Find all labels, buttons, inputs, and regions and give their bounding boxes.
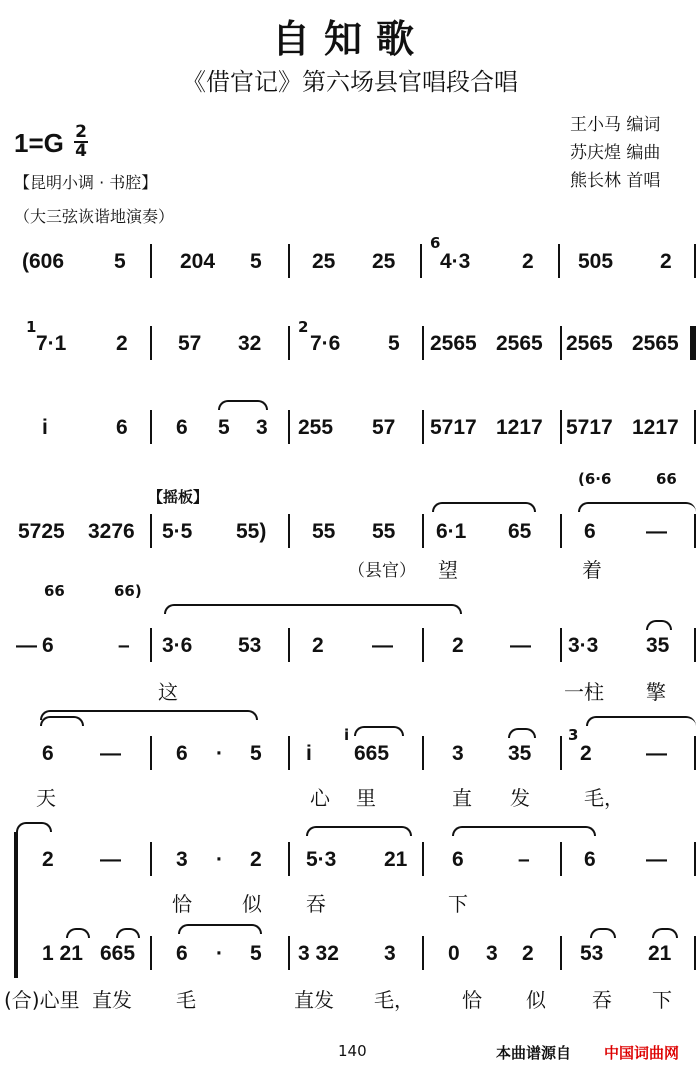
- note: 3: [486, 942, 498, 965]
- score-row-7: [0, 820, 700, 916]
- note: i: [42, 416, 48, 439]
- note: 1217: [632, 416, 679, 439]
- credit-singer: 熊长林 首唱: [570, 171, 661, 191]
- note: 5·5: [162, 520, 193, 543]
- note: ·: [216, 942, 223, 965]
- note: 204: [180, 250, 216, 273]
- note: 3·3: [568, 634, 599, 657]
- lyric: 里: [356, 786, 376, 810]
- score-row-1: [0, 234, 700, 320]
- lyric: 直发: [92, 988, 132, 1012]
- note: 2: [522, 942, 534, 965]
- instrumental-notes: 66: [656, 470, 677, 488]
- lyric: 似: [242, 892, 262, 916]
- lyric: 着: [582, 558, 602, 582]
- note: 2: [660, 250, 672, 273]
- instrumental-notes: (6·6: [578, 470, 612, 488]
- note: 5: [250, 742, 262, 765]
- grace-note: 2: [298, 318, 309, 336]
- note: 6: [584, 848, 596, 871]
- lyric: 一柱: [564, 680, 604, 704]
- lyric: (合)心里: [4, 988, 80, 1012]
- note: 5: [250, 942, 262, 965]
- note: (606: [22, 250, 65, 273]
- note: 6: [176, 416, 188, 439]
- note: 7·1: [36, 332, 67, 355]
- lyric: 直: [452, 786, 472, 810]
- time-signature-bottom: 4: [75, 141, 87, 161]
- note: 2565: [566, 332, 613, 355]
- note: 6: [176, 742, 188, 765]
- note: 5725: [18, 520, 65, 543]
- note: 25: [372, 250, 396, 273]
- note: 2: [452, 634, 464, 657]
- credit-lyricist: 王小马 编词: [570, 115, 661, 135]
- note: –: [518, 848, 530, 871]
- note: —: [646, 520, 667, 543]
- song-subtitle: 《借官记》第六场县官唱段合唱: [182, 68, 518, 96]
- note: 35: [508, 742, 532, 765]
- note: 2: [42, 848, 54, 871]
- lyric: 毛，: [374, 988, 414, 1012]
- note: 55: [372, 520, 396, 543]
- time-signature-top: 2: [75, 122, 87, 142]
- lyric: 吞: [592, 988, 612, 1012]
- lyric: 直发: [294, 988, 334, 1012]
- lyric: 毛: [176, 988, 196, 1012]
- note: 5·3: [306, 848, 337, 871]
- note: 505: [578, 250, 614, 273]
- note: 6: [176, 942, 188, 965]
- note: ·: [216, 848, 223, 871]
- note: 2565: [632, 332, 679, 355]
- note: 5717: [566, 416, 613, 439]
- source-site-link[interactable]: 中国词曲网: [604, 1044, 680, 1062]
- note: 3: [384, 942, 396, 965]
- lyric: 发: [510, 786, 530, 810]
- note: —: [100, 848, 121, 871]
- lyric: 恰: [462, 988, 482, 1012]
- page-number: 140: [338, 1042, 367, 1060]
- note: 2: [250, 848, 262, 871]
- lyric: 望: [438, 558, 458, 582]
- score-row-4: [0, 470, 700, 582]
- note: —: [372, 634, 393, 657]
- note: 21: [648, 942, 672, 965]
- note: 57: [178, 332, 202, 355]
- note: 53: [580, 942, 604, 965]
- note: 21: [384, 848, 408, 871]
- note: 3: [256, 416, 268, 439]
- lyric: 这: [158, 680, 178, 704]
- note: –: [118, 634, 130, 657]
- note: 6: [584, 520, 596, 543]
- note: 1 21: [42, 942, 83, 965]
- note: 2565: [430, 332, 477, 355]
- note: 2: [522, 250, 534, 273]
- lyric: 擎: [646, 680, 666, 704]
- tune-label: 【昆明小调 · 书腔】: [14, 173, 158, 192]
- score-row-6: [0, 710, 700, 810]
- note: 5: [218, 416, 230, 439]
- note: 6: [42, 742, 54, 765]
- lyric: 下: [652, 988, 672, 1012]
- note: 65: [508, 520, 532, 543]
- note: 1217: [496, 416, 543, 439]
- note: 53: [238, 634, 262, 657]
- note: —: [646, 742, 667, 765]
- note: 57: [372, 416, 396, 439]
- note: 55: [312, 520, 336, 543]
- note: 2: [580, 742, 592, 765]
- note: 5717: [430, 416, 477, 439]
- note: 7·6: [310, 332, 341, 355]
- lyric: 毛，: [584, 786, 624, 810]
- lyric: （县官）: [348, 561, 416, 581]
- note: 0: [448, 942, 460, 965]
- note: 3: [452, 742, 464, 765]
- grace-note: 1: [26, 318, 37, 336]
- credit-composer: 苏庆煌 编曲: [570, 143, 661, 163]
- note: 255: [298, 416, 334, 439]
- instrumental-notes: 66: [44, 582, 65, 600]
- grace-note: 6: [430, 234, 441, 252]
- lyric: 似: [526, 988, 546, 1012]
- note: 25: [312, 250, 336, 273]
- note: 55): [236, 520, 267, 543]
- note: 665: [100, 942, 136, 965]
- note: 32: [238, 332, 262, 355]
- note: —: [646, 848, 667, 871]
- source-label: 本曲谱源自: [496, 1044, 572, 1062]
- score-row-2: [0, 318, 700, 402]
- song-title: 自知歌: [271, 16, 428, 61]
- note: 4·3: [440, 250, 471, 273]
- note: 6·1: [436, 520, 467, 543]
- grace-note: 3: [568, 726, 579, 744]
- note: —: [510, 634, 531, 657]
- instrumental-notes: 66): [114, 582, 142, 600]
- note: 5: [114, 250, 126, 273]
- note: 665: [354, 742, 390, 765]
- note: 2565: [496, 332, 543, 355]
- score-row-8: [0, 920, 700, 1012]
- note: 2: [312, 634, 324, 657]
- note: i: [306, 742, 312, 765]
- score-row-5: [0, 582, 700, 704]
- instrument-note: （大三弦诙谐地演奏）: [14, 207, 175, 226]
- note: 5: [250, 250, 262, 273]
- note: 3276: [88, 520, 135, 543]
- key-signature: 1=G: [14, 128, 64, 158]
- note: ·: [216, 742, 223, 765]
- note: 6: [452, 848, 464, 871]
- note: 3: [176, 848, 188, 871]
- grace-note: i: [344, 726, 350, 744]
- note: 3 32: [298, 942, 339, 965]
- lyric: 下: [448, 892, 468, 916]
- note: —: [16, 634, 37, 657]
- note: —: [100, 742, 121, 765]
- note: 2: [116, 332, 128, 355]
- note: 35: [646, 634, 670, 657]
- tempo-mark: 【摇板】: [148, 488, 209, 506]
- note: 3·6: [162, 634, 193, 657]
- lyric: 天: [36, 786, 56, 810]
- lyric: 吞: [306, 892, 326, 916]
- lyric: 恰: [172, 892, 192, 916]
- note: 6: [42, 634, 54, 657]
- note: 5: [388, 332, 400, 355]
- note: 6: [116, 416, 128, 439]
- lyric: 心: [310, 786, 330, 810]
